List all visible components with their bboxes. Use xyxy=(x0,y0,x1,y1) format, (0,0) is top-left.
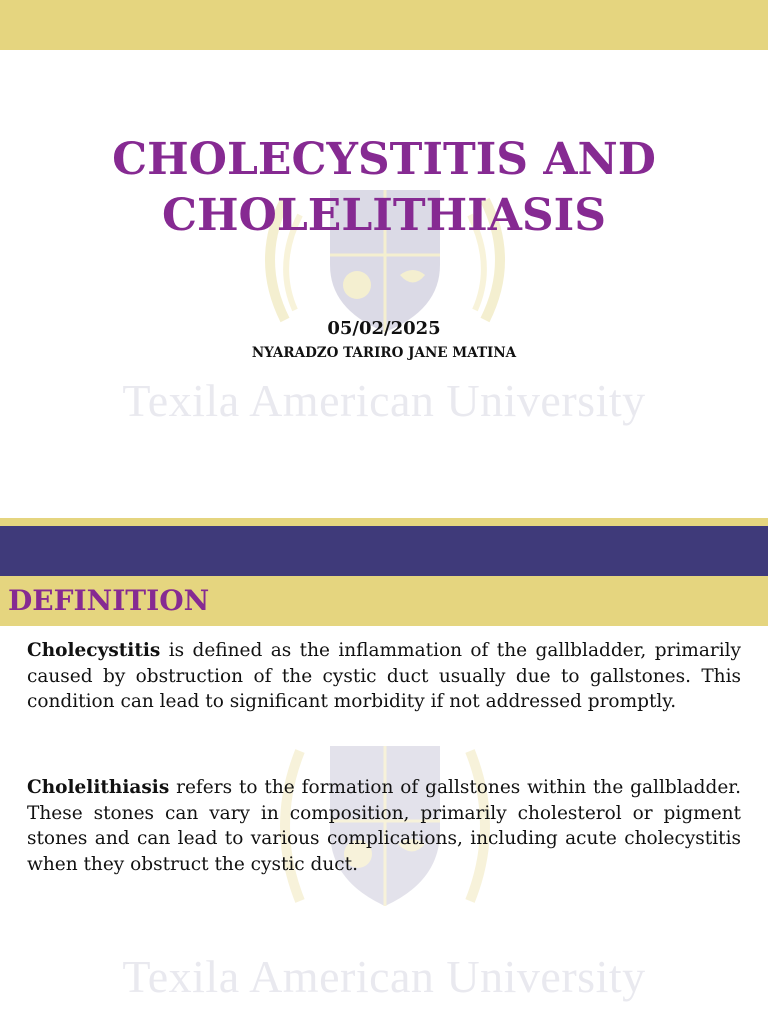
watermark-text: Texila American University xyxy=(122,951,646,1002)
presentation-date: 05/02/2025 xyxy=(327,318,441,339)
cholecystitis-text: is defined as the inflammation of the gallbladder, primarily caused by obstruction of the cystic duct usually due to gallstones. This condition can lead to significant morbidity if not addressed promptly. xyxy=(27,640,741,712)
cholecystitis-definition xyxy=(27,638,741,715)
title-line-1: CHOLECYSTITIS AND xyxy=(112,134,656,185)
definition-slide xyxy=(0,576,768,1024)
author-name: NYARADZO TARIRO JANE MATINA xyxy=(251,345,517,361)
watermark-text: Texila American University xyxy=(122,375,646,426)
title-line-2: CHOLELITHIASIS xyxy=(161,190,607,241)
definition-heading: DEFINITION xyxy=(8,584,210,617)
term-cholecystitis: Cholecystitis xyxy=(27,640,161,661)
cholelithiasis-definition xyxy=(27,775,741,877)
divider-navy-band xyxy=(0,526,768,576)
term-cholelithiasis: Cholelithiasis xyxy=(27,777,170,798)
cholelithiasis-text: refers to the formation of gallstones within the gallbladder. These stones can vary in composition, primarily cholesterol or pigment stones and can lead to various complications, including acute cholecystitis when they obstruct the cystic duct. xyxy=(27,777,741,875)
top-gold-band xyxy=(0,0,768,50)
slide-title xyxy=(20,132,748,244)
divider-gold-band xyxy=(0,518,768,526)
